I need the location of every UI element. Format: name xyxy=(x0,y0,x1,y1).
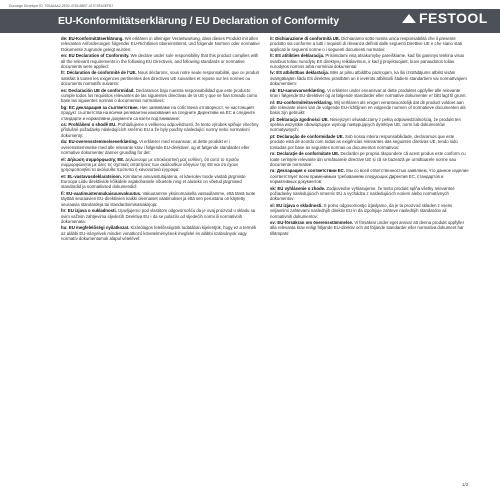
declaration-lead: ro: Declarație de conformitate UE. xyxy=(270,151,340,157)
declaration-lead: fr: Déclaration de conformité de l'UE. xyxy=(61,70,137,76)
declaration-text: Kizárólagos felelősségünk tudatában kijelentjük, hogy ez a termék az alábbi EU-irányelvek minden vonatkozó követelményének megfelel és alábbi szabványok vagy normatív dokumentumok alapul vételével: xyxy=(61,225,257,242)
declaration-entry xyxy=(270,117,469,133)
declaration-text: Dichiariamo sotto nostra unica responsabilità che il presente prodotto sia conforme a tutti i requisiti di rilevanza definiti dalle seguenti Direttive UE e che siano stati applicati le seguenti norme o i seguenti documenti normativi: xyxy=(270,36,463,52)
declaration-lead: ru: Декларация о соответствии ЕС. xyxy=(270,168,345,174)
declaration-text: Δηλώνουμε με αποκλειστική μας ευθύνη, ότι αυτό το προϊόν συμμορφώνεται με όλες τις σχετικές απαιτήσεις των ακόλουθων οδηγιών της ΕΕ και ότι έχουν χρησιμοποιηθεί τα ακόλουθα πρότυπα ή κανονιστικά έγγραφα: xyxy=(61,156,239,173)
declaration-entry xyxy=(270,151,469,167)
page-number: 1/2 xyxy=(462,482,469,487)
declaration-lead: lv: ES atbilstības deklarācija. xyxy=(270,70,329,76)
declaration-entry xyxy=(61,139,260,155)
declaration-lead: nl: EU-conformiteitsverklaring. xyxy=(270,99,333,105)
declaration-lead: en: EU Declaration of Conformity. xyxy=(61,53,130,59)
declaration-lead: sk: EÚ vyhlásenie o zhode. xyxy=(270,185,326,191)
declaration-entry xyxy=(61,157,260,173)
declaration-text: Sob nossa inteira responsabilidade, declaramos que este produto está de acordo com todas as exigências relevantes das seguintes diretivas UE, tendo sido tomadas por base as seguintes normas ou documentos normativos: xyxy=(270,133,458,150)
declaration-entry xyxy=(61,122,260,138)
declaration-text: Kinnitame ainuvastutajatena, et käesolev toode vastab järgmiste Euroopa Liidu direktiivide kõikidele asjakohastele nõuetele ning et aluseks on võetud järgmised standardid ja normatiivsed dokumendid: xyxy=(61,173,246,190)
declaration-text: Wir erklären in alleiniger Verantwortung, dass dieses Produkt mit allen relevanten Anforderungen folgender EU-Richtlinien übereinstimmt, und folgende Normen oder normative Dokumente zugrunde gelegt wurden: xyxy=(61,36,260,52)
declaration-entry xyxy=(270,186,469,202)
declaration-lead: sl: EU izjava o skladnosti. xyxy=(270,202,323,208)
declaration-entry xyxy=(61,225,260,241)
declaration-lead: cs: Prohlášení o shodě EU. xyxy=(61,122,117,128)
declaration-entry xyxy=(61,208,260,224)
declaration-lead: pl: Deklaracja zgodności UE. xyxy=(270,116,329,122)
declaration-entry xyxy=(270,100,469,116)
declaration-entry xyxy=(61,105,260,121)
declaration-text: Niniejszym oświadczamy z pełną odpowiedzialnością, że produkt ten spełnia wszystkie obowiązujące wymogi następujących dyrektyw UE, norm lub dokumentów normatywnych: xyxy=(270,116,461,133)
declaration-lead: da: EU-overensstemmelseserklæring. xyxy=(61,139,138,145)
declaration-text: Vi försäkrar under eget ansvar att denna produkt uppfyller alla relevanta krav enligt följande EU-direktiv och att följande standarder eller normativa dokument har tillämpats: xyxy=(270,220,465,236)
declaration-text: S polno odgovornostjo izjavljamo, da je ta proizvod skladen z vsemi veljavnimi zahtevami naslednjih direktiv EU in da izpolnjuje zahteve naslednjih standardov ali normativnih dokumentov: xyxy=(270,202,453,219)
declaration-text: Ние заявяваме на собствена отговорност, че настоящият продукт съответства на всички релевантни изисквания на следните Директиви на ЕС и следните стандарти и нормативни документи са взети под внимание: xyxy=(61,104,256,121)
declaration-entry xyxy=(61,174,260,190)
declaration-entry xyxy=(270,53,469,69)
right-column xyxy=(270,36,469,482)
declaration-text: Declaramos bajo nuestra responsabilidad que este producto cumple todos los requisitos relevantes de las siguientes directivas de la UE y que se han tomado como base las siguientes normas o documentos normativos: xyxy=(61,87,258,104)
left-column xyxy=(61,36,260,482)
declaration-lead: it: Dichiarazione di conformità UE. xyxy=(270,36,340,41)
declaration-entry xyxy=(270,220,469,236)
declaration-lead: bg: ЕС декларация за съответствие. xyxy=(61,104,139,110)
declaration-lead: es: Declaración UE de conformidad. xyxy=(61,87,135,93)
declaration-lead: pt: Declaração de conformidade UE. xyxy=(270,133,344,139)
declaration-lead: hr: EU izjava o sukladnosti. xyxy=(61,208,117,214)
declaration-entry xyxy=(270,88,469,99)
declaration-lead: lt: ES atitikties deklaracija. xyxy=(270,53,325,59)
festool-logo-icon xyxy=(402,14,416,23)
declaration-entry xyxy=(270,134,469,150)
declaration-text: Mēs ar pilnu atbildību paziņojam, ka šis izstrādājums atbilst visām svarīgākajām šādu ES direktīvu prasībām un ir ievērots atbilstoši šādiem standartiem vai normatīvajiem dokumentiem: xyxy=(270,70,467,87)
declaration-entry xyxy=(270,70,469,86)
declaration-text: We declare under sole responsibility that this product complies with all the relevant requirements in the following EU Directives, and following standards or normative documents were applied: xyxy=(61,53,259,69)
declaration-text: Declarăm pe propria răspundere că acest produs este conform cu toate cerințele relevante din următoarele directive UE și că se bazează pe următoarele norme sau documente normative: xyxy=(270,151,466,167)
declaration-lead: et: EL-vastavusdeklaratsioon. xyxy=(61,173,122,179)
envelope-id: Docusign Envelope ID: 7004AAA2-2E02-4763-88EF-417C9FA0EFB7 xyxy=(9,4,114,8)
document-title: EU-Konformitätserklärung / EU Declaration of Conformity xyxy=(58,15,339,27)
logo-text: FESTOOL xyxy=(419,10,488,26)
brand-logo xyxy=(402,10,488,26)
declaration-text: Мы со всей ответственностью заявляем, что данное изделие соответствует всем применимым требованиям следующих Директив ЕС, стандартов и нормативных документов: xyxy=(270,168,469,185)
declaration-entry xyxy=(270,203,469,219)
declaration-lead: sv: EU-försäkran om överensstämmelse. xyxy=(270,220,354,226)
declaration-text: Vi erklærer med eneansvar, at dette produkt er i overensstemmelse med alle relevante krav i følgende EU-direktiver, og at følgende standarder eller normative dokumenter danner grundlag for det: xyxy=(61,139,250,155)
declaration-entry xyxy=(61,191,260,207)
declaration-lead: de: EU-Konformitätserklärung. xyxy=(61,36,124,41)
declaration-entry xyxy=(270,168,469,184)
declaration-entry xyxy=(61,36,260,52)
declaration-entry xyxy=(270,36,469,52)
declaration-lead: nb: EU-samsvarserklæring. xyxy=(270,87,326,93)
declaration-text: Zodpovedne vyhlasujeme, že tento produkt spĺňa všetky relevantné požiadavky nasledujúcich smerníc EÚ a vychádza z nasledujúcich noriem alebo normatívnych dokumentov: xyxy=(270,185,455,202)
declaration-text: Vakuutamme yksinomaisella vastuullamme, että tämä tuote täyttää seuraavien EU-direktiivien kaikki olennaiset vaatimukset ja että sen perustana on käytetty seuraavia standardeja tai standardoimisasiakirjoja: xyxy=(61,190,256,207)
declaration-text: Vi erklærer under eneansvar at dette produktet oppfyller alle relevante krav i følgende EU-direktiver og at følgende standarder eller normative dokumenter er blitt lagt til grunn: xyxy=(270,87,467,98)
declaration-lead: el: Δήλωση συμμόρφωσης ΕΕ. xyxy=(61,156,125,162)
declaration-text: Prohlašujeme s veškerou odpovědností, že tento výrobek splňuje všechny příslušné požadavky následujících směrnic EU a že byly použity následující normy nebo normativní dokumenty: xyxy=(61,122,259,138)
declaration-entry xyxy=(61,70,260,86)
declaration-entry xyxy=(61,88,260,104)
declaration-text: Prisiimdami visą atsakomybę pareiškiame, kad šis gaminys tenkina visus svarbius toliau nurodytų ES direktyvų reikalavimus, ir kad jį projektuojant, buvo panaudotos toliau nurodytos normos arba norminiai dokumentai: xyxy=(270,53,465,69)
declaration-text: Izjavljujemo pod vlastitom odgovornošću da je ovaj proizvod u skladu sa svim važnim zahtjevima sljedećih Direktiva EU i da se polazilo od sljedećih normi ili normativnih dokumenata: xyxy=(61,208,256,224)
declaration-columns xyxy=(61,36,469,482)
declaration-lead: fi: EU-vaatimustenmukaisuusvakuutus. xyxy=(61,190,142,196)
declaration-lead: hu: EU megfelelőségi nyilatkozat. xyxy=(61,225,130,231)
declaration-entry xyxy=(61,53,260,69)
declaration-text: Wij verklaren als enigen verantwoordelijk dat dit product voldoet aan alle relevante eisen van de volgende EU-richtlijnen en volgende normen of normatieve documenten als basis zijn gebruikt: xyxy=(270,99,466,116)
declaration-text: Nous déclarons, sous notre seule responsabilité, que ce produit satisfait à toutes les exigences pertinentes des directives UE suivantes et repose sur les normes ou documents normatifs suivants: xyxy=(61,70,259,87)
